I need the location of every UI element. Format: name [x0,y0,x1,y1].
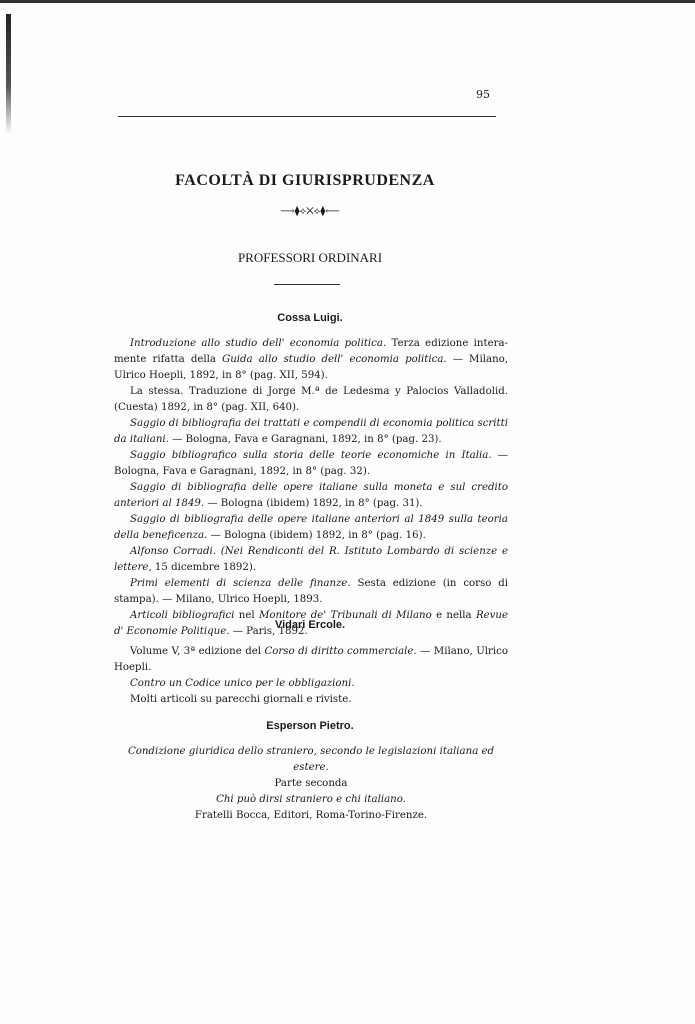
bib-entry: Molti articoli su parecchi giornali e riviste. [130,694,352,705]
bib-entry: La stessa. Traduzione di Jorge M.ª de Ledesma y Palocios Valladolid. (Cuesta) 1892, in 8° (pag. XII, 640). [114,386,508,413]
esperson-bibliography [114,744,508,824]
faculty-title: FACOLTÀ DI GIURISPRUDENZA [175,172,435,189]
section-rule [274,284,340,285]
professor-name-cossa: Cossa Luigi. [277,312,343,324]
bib-entry: Saggio di bibliografia dei trattati e compendii di economia politica scritti da italiani. — Bologna, Fava e Garagnani, 1892, in 8° (pag. 23). [114,418,508,445]
bib-publisher: Fratelli Bocca, Editori, Roma-Torino-Firenze. [194,810,428,821]
cossa-bibliography [114,336,508,640]
professor-name-vidari: Vidari Ercole. [274,619,346,631]
professor-name-esperson: Esperson Pietro. [266,720,354,732]
bib-entry: Primi elementi di scienza delle finanze. Sesta edizione (in corso di stampa). — Milano, Ulrico Hoepli, 1893. [114,578,508,605]
bib-entry: Saggio di bibliografia delle opere italiane anteriori al 1849 sulla teoria della beneficenza. — Bologna (ibidem) 1892, in 8° (pag. 16). [114,514,508,541]
vidari-bibliography [114,644,508,708]
bib-entry: Volume V, 3ª edizione del Corso di diritto commerciale. — Milano, Ulrico Hoepli. [114,646,509,673]
bib-entry: Introduzione allo studio dell' economia politica. Terza edizione intera-mente rifatta della Guida allo studio dell' economia politica. — Milano, Ulrico Hoepli, 1892, in 8° (pag. XII, 594). [114,338,509,381]
bib-entry: Contro un Codice unico per le obbligazioni. [130,678,355,689]
bib-title: Condizione giuridica dello straniero, secondo le legislazioni italiana ed estere. [127,746,495,773]
header-rule [118,116,496,117]
page-top-edge [0,0,695,3]
bib-entry: Saggio di bibliografia delle opere italiane sulla moneta e sul credito anteriori al 1849. — Bologna (ibidem) 1892, in 8° (pag. 31). [114,482,508,509]
page-number: 95 [476,88,490,101]
bib-entry: Saggio bibliografico sulla storia delle teorie economiche in Italia. — Bologna, Fava e Garagnani, 1892, in 8° (pag. 32). [114,450,508,477]
bib-subtitle: Chi può dirsi straniero e chi italiano. [216,794,406,805]
bib-entry: Articoli bibliografici nel Monitore de' Tribunali di Milano e nella Revue d' Economie Politique. — Paris, 1892. [114,610,508,637]
binding-edge [6,14,11,134]
bib-part: Parte seconda [274,778,348,789]
ornament-divider: ⟶⧫⟡✕⟡⧫⟵ [280,206,340,217]
bib-entry: Alfonso Corradi. (Nei Rendiconti del R. Istituto Lombardo di scienze e lettere, 15 dicembre 1892). [114,546,508,573]
section-title: PROFESSORI ORDINARI [237,250,383,265]
